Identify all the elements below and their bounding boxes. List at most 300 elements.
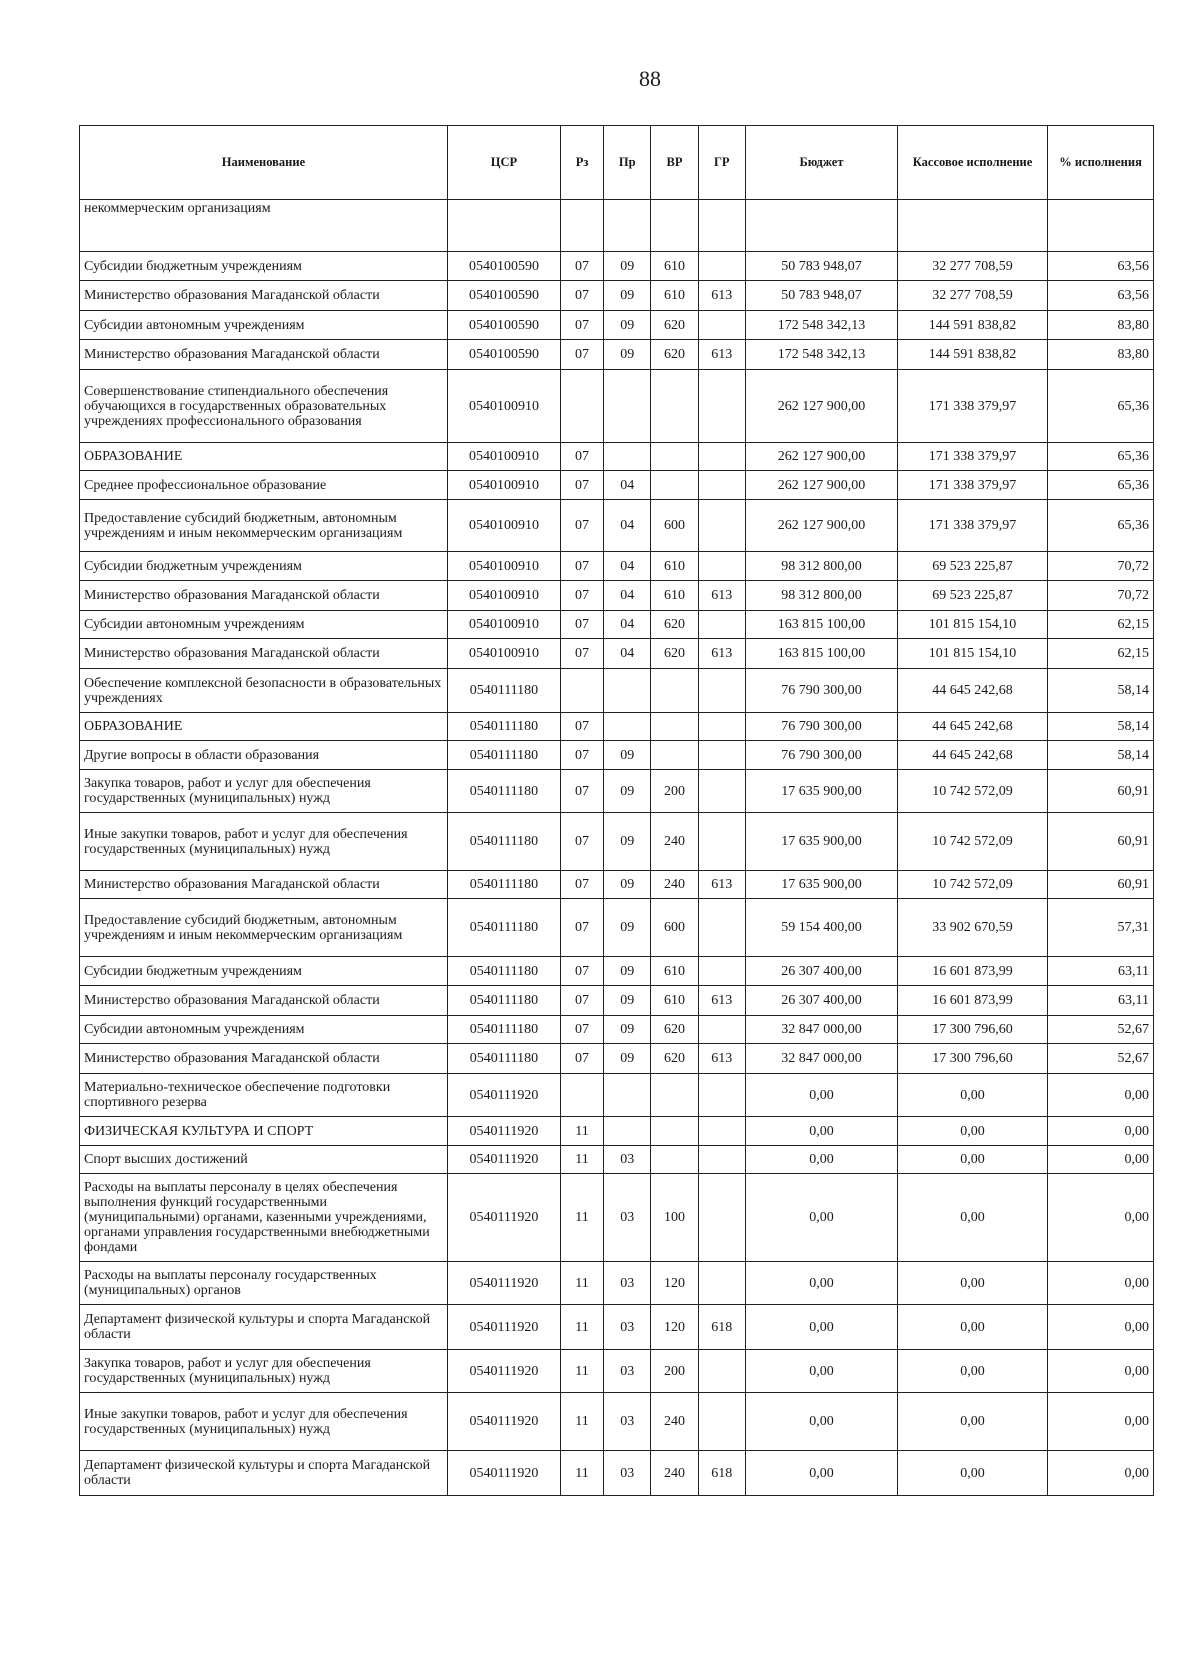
row-name: Закупка товаров, работ и услуг для обеспечения государственных (муниципальных) нужд xyxy=(80,770,448,813)
row-budget: 17 635 900,00 xyxy=(745,871,897,899)
row-budget: 76 790 300,00 xyxy=(745,741,897,770)
row-cash-execution: 17 300 796,60 xyxy=(898,1044,1048,1074)
row-rz: 07 xyxy=(560,252,603,281)
table-row xyxy=(80,1262,1154,1305)
row-pr: 03 xyxy=(604,1174,651,1262)
row-budget: 59 154 400,00 xyxy=(745,899,897,957)
row-vr: 200 xyxy=(651,1350,698,1393)
row-pr: 09 xyxy=(604,252,651,281)
row-vr xyxy=(651,200,698,252)
row-rz: 07 xyxy=(560,1016,603,1044)
row-csr: 0540100910 xyxy=(447,471,560,500)
row-rz: 07 xyxy=(560,1044,603,1074)
col-header-gr: ГР xyxy=(698,126,745,200)
row-cash-execution: 171 338 379,97 xyxy=(898,500,1048,552)
table-row xyxy=(80,552,1154,581)
row-vr xyxy=(651,471,698,500)
row-pr: 03 xyxy=(604,1146,651,1174)
row-percent-execution: 0,00 xyxy=(1048,1451,1154,1496)
table-row xyxy=(80,639,1154,669)
row-rz xyxy=(560,370,603,443)
row-budget: 0,00 xyxy=(745,1262,897,1305)
row-vr xyxy=(651,713,698,741)
row-budget: 26 307 400,00 xyxy=(745,957,897,986)
row-gr: 613 xyxy=(698,1044,745,1074)
row-csr: 0540111180 xyxy=(447,899,560,957)
row-percent-execution: 52,67 xyxy=(1048,1044,1154,1074)
row-vr xyxy=(651,1074,698,1117)
table-row xyxy=(80,200,1154,252)
row-name: Другие вопросы в области образования xyxy=(80,741,448,770)
row-gr xyxy=(698,1262,745,1305)
row-rz: 07 xyxy=(560,741,603,770)
row-gr xyxy=(698,1350,745,1393)
row-budget: 98 312 800,00 xyxy=(745,581,897,611)
row-vr: 620 xyxy=(651,611,698,639)
row-percent-execution: 70,72 xyxy=(1048,581,1154,611)
row-gr xyxy=(698,957,745,986)
table-row xyxy=(80,311,1154,340)
row-csr: 0540100910 xyxy=(447,611,560,639)
row-pr: 09 xyxy=(604,899,651,957)
row-budget: 0,00 xyxy=(745,1451,897,1496)
row-rz: 07 xyxy=(560,611,603,639)
row-name: Министерство образования Магаданской области xyxy=(80,581,448,611)
page-number: 88 xyxy=(639,66,661,91)
row-rz: 07 xyxy=(560,957,603,986)
budget-execution-table xyxy=(79,125,1154,1496)
row-cash-execution: 33 902 670,59 xyxy=(898,899,1048,957)
row-csr: 0540100910 xyxy=(447,500,560,552)
table-row xyxy=(80,986,1154,1016)
table-row xyxy=(80,1146,1154,1174)
row-budget: 32 847 000,00 xyxy=(745,1016,897,1044)
row-budget: 163 815 100,00 xyxy=(745,611,897,639)
row-rz: 07 xyxy=(560,340,603,370)
table-row xyxy=(80,813,1154,871)
col-header-name: Наименование xyxy=(80,126,448,200)
row-rz: 07 xyxy=(560,813,603,871)
row-budget: 98 312 800,00 xyxy=(745,552,897,581)
table-row xyxy=(80,443,1154,471)
row-name: Субсидии автономным учреждениям xyxy=(80,311,448,340)
table-row xyxy=(80,1117,1154,1146)
col-header-budget: Бюджет xyxy=(745,126,897,200)
row-percent-execution: 0,00 xyxy=(1048,1074,1154,1117)
row-percent-execution: 65,36 xyxy=(1048,370,1154,443)
row-gr: 613 xyxy=(698,871,745,899)
row-vr: 620 xyxy=(651,311,698,340)
row-percent-execution: 63,56 xyxy=(1048,252,1154,281)
row-name: Субсидии автономным учреждениям xyxy=(80,611,448,639)
row-gr: 613 xyxy=(698,639,745,669)
row-rz: 07 xyxy=(560,581,603,611)
row-pr: 09 xyxy=(604,1044,651,1074)
row-gr xyxy=(698,1393,745,1451)
row-gr xyxy=(698,370,745,443)
row-pr xyxy=(604,669,651,713)
table-row xyxy=(80,1393,1154,1451)
row-gr xyxy=(698,611,745,639)
row-pr xyxy=(604,443,651,471)
row-cash-execution: 0,00 xyxy=(898,1146,1048,1174)
row-name: Иные закупки товаров, работ и услуг для обеспечения государственных (муниципальных) нужд xyxy=(80,1393,448,1451)
row-gr xyxy=(698,713,745,741)
row-pr: 09 xyxy=(604,741,651,770)
row-name: Субсидии бюджетным учреждениям xyxy=(80,957,448,986)
row-gr xyxy=(698,471,745,500)
row-budget: 262 127 900,00 xyxy=(745,443,897,471)
row-csr: 0540111180 xyxy=(447,669,560,713)
row-cash-execution: 144 591 838,82 xyxy=(898,311,1048,340)
row-percent-execution: 83,80 xyxy=(1048,311,1154,340)
row-csr: 0540100590 xyxy=(447,281,560,311)
row-name: Министерство образования Магаданской области xyxy=(80,871,448,899)
row-pr: 09 xyxy=(604,281,651,311)
row-budget: 0,00 xyxy=(745,1074,897,1117)
row-csr: 0540111180 xyxy=(447,1044,560,1074)
table-row xyxy=(80,1305,1154,1350)
row-pr: 03 xyxy=(604,1350,651,1393)
row-pr xyxy=(604,1117,651,1146)
table-row xyxy=(80,581,1154,611)
row-rz: 11 xyxy=(560,1305,603,1350)
row-rz xyxy=(560,1074,603,1117)
row-cash-execution: 10 742 572,09 xyxy=(898,813,1048,871)
row-rz: 11 xyxy=(560,1117,603,1146)
row-name: Среднее профессиональное образование xyxy=(80,471,448,500)
row-cash-execution: 32 277 708,59 xyxy=(898,281,1048,311)
row-vr: 620 xyxy=(651,639,698,669)
row-cash-execution: 10 742 572,09 xyxy=(898,871,1048,899)
row-rz: 07 xyxy=(560,552,603,581)
row-name: некоммерческим организациям xyxy=(80,200,448,252)
row-gr xyxy=(698,443,745,471)
row-rz: 11 xyxy=(560,1393,603,1451)
row-cash-execution: 0,00 xyxy=(898,1174,1048,1262)
col-header-vr: ВР xyxy=(651,126,698,200)
row-percent-execution xyxy=(1048,200,1154,252)
row-pr: 04 xyxy=(604,611,651,639)
row-cash-execution: 144 591 838,82 xyxy=(898,340,1048,370)
table-row xyxy=(80,370,1154,443)
col-header-rz: Рз xyxy=(560,126,603,200)
row-csr: 0540111920 xyxy=(447,1174,560,1262)
row-cash-execution: 101 815 154,10 xyxy=(898,639,1048,669)
row-budget xyxy=(745,200,897,252)
row-csr: 0540111920 xyxy=(447,1262,560,1305)
row-budget: 0,00 xyxy=(745,1393,897,1451)
table-row xyxy=(80,1174,1154,1262)
row-csr: 0540111920 xyxy=(447,1117,560,1146)
row-vr xyxy=(651,443,698,471)
row-percent-execution: 0,00 xyxy=(1048,1305,1154,1350)
row-gr xyxy=(698,500,745,552)
table-row xyxy=(80,1074,1154,1117)
row-vr: 610 xyxy=(651,986,698,1016)
row-budget: 172 548 342,13 xyxy=(745,340,897,370)
row-rz: 07 xyxy=(560,639,603,669)
row-name: Обеспечение комплексной безопасности в образовательных учреждениях xyxy=(80,669,448,713)
row-csr: 0540100910 xyxy=(447,443,560,471)
row-name: Совершенствование стипендиального обеспечения обучающихся в государственных образовательных учреждениях профессионального образования xyxy=(80,370,448,443)
row-budget: 76 790 300,00 xyxy=(745,713,897,741)
row-vr: 610 xyxy=(651,281,698,311)
row-gr: 613 xyxy=(698,581,745,611)
row-csr: 0540111180 xyxy=(447,1016,560,1044)
row-budget: 0,00 xyxy=(745,1305,897,1350)
row-vr: 610 xyxy=(651,957,698,986)
row-budget: 262 127 900,00 xyxy=(745,500,897,552)
row-vr: 120 xyxy=(651,1262,698,1305)
row-budget: 0,00 xyxy=(745,1350,897,1393)
row-vr: 610 xyxy=(651,552,698,581)
row-csr xyxy=(447,200,560,252)
row-name: Субсидии бюджетным учреждениям xyxy=(80,552,448,581)
row-gr xyxy=(698,252,745,281)
row-pr: 03 xyxy=(604,1305,651,1350)
row-vr: 610 xyxy=(651,581,698,611)
row-name: Министерство образования Магаданской области xyxy=(80,639,448,669)
row-vr xyxy=(651,741,698,770)
table-row xyxy=(80,1350,1154,1393)
row-rz: 11 xyxy=(560,1174,603,1262)
row-rz: 07 xyxy=(560,986,603,1016)
row-gr xyxy=(698,741,745,770)
row-percent-execution: 0,00 xyxy=(1048,1350,1154,1393)
row-percent-execution: 63,11 xyxy=(1048,957,1154,986)
col-header-csr: ЦСР xyxy=(447,126,560,200)
col-header-pr: Пр xyxy=(604,126,651,200)
row-vr: 600 xyxy=(651,899,698,957)
row-cash-execution: 171 338 379,97 xyxy=(898,443,1048,471)
row-name: Субсидии автономным учреждениям xyxy=(80,1016,448,1044)
row-rz: 07 xyxy=(560,281,603,311)
row-gr: 618 xyxy=(698,1451,745,1496)
row-rz: 07 xyxy=(560,899,603,957)
row-cash-execution: 0,00 xyxy=(898,1074,1048,1117)
row-cash-execution: 17 300 796,60 xyxy=(898,1016,1048,1044)
row-csr: 0540100590 xyxy=(447,252,560,281)
row-cash-execution: 101 815 154,10 xyxy=(898,611,1048,639)
row-name: Субсидии бюджетным учреждениям xyxy=(80,252,448,281)
col-header-percent-execution: % исполнения xyxy=(1048,126,1154,200)
row-name: Предоставление субсидий бюджетным, автономным учреждениям и иным некоммерческим организациям xyxy=(80,899,448,957)
row-pr: 04 xyxy=(604,500,651,552)
row-vr: 240 xyxy=(651,1451,698,1496)
row-gr xyxy=(698,1074,745,1117)
row-cash-execution: 0,00 xyxy=(898,1305,1048,1350)
row-budget: 163 815 100,00 xyxy=(745,639,897,669)
row-pr xyxy=(604,200,651,252)
row-budget: 172 548 342,13 xyxy=(745,311,897,340)
row-rz: 11 xyxy=(560,1146,603,1174)
row-cash-execution: 32 277 708,59 xyxy=(898,252,1048,281)
row-budget: 0,00 xyxy=(745,1117,897,1146)
row-csr: 0540111920 xyxy=(447,1451,560,1496)
row-csr: 0540100590 xyxy=(447,311,560,340)
row-cash-execution: 0,00 xyxy=(898,1393,1048,1451)
table-row xyxy=(80,713,1154,741)
table-row xyxy=(80,611,1154,639)
row-budget: 17 635 900,00 xyxy=(745,813,897,871)
row-gr xyxy=(698,552,745,581)
row-name: Иные закупки товаров, работ и услуг для обеспечения государственных (муниципальных) нужд xyxy=(80,813,448,871)
table-row xyxy=(80,1044,1154,1074)
row-vr xyxy=(651,1117,698,1146)
row-name: Министерство образования Магаданской области xyxy=(80,340,448,370)
row-rz: 07 xyxy=(560,500,603,552)
row-pr: 03 xyxy=(604,1451,651,1496)
row-rz: 07 xyxy=(560,471,603,500)
table-row xyxy=(80,669,1154,713)
row-cash-execution: 10 742 572,09 xyxy=(898,770,1048,813)
row-pr: 04 xyxy=(604,581,651,611)
row-rz: 07 xyxy=(560,770,603,813)
table-row xyxy=(80,899,1154,957)
row-budget: 262 127 900,00 xyxy=(745,370,897,443)
row-pr xyxy=(604,370,651,443)
row-gr xyxy=(698,813,745,871)
row-csr: 0540111180 xyxy=(447,813,560,871)
row-pr: 09 xyxy=(604,871,651,899)
row-vr xyxy=(651,669,698,713)
row-csr: 0540111920 xyxy=(447,1350,560,1393)
row-name: ФИЗИЧЕСКАЯ КУЛЬТУРА И СПОРТ xyxy=(80,1117,448,1146)
row-pr xyxy=(604,1074,651,1117)
row-rz: 11 xyxy=(560,1262,603,1305)
row-cash-execution: 44 645 242,68 xyxy=(898,713,1048,741)
row-gr xyxy=(698,669,745,713)
row-cash-execution: 0,00 xyxy=(898,1117,1048,1146)
table-row xyxy=(80,252,1154,281)
table-row xyxy=(80,1016,1154,1044)
row-csr: 0540111920 xyxy=(447,1146,560,1174)
row-csr: 0540111180 xyxy=(447,770,560,813)
row-percent-execution: 65,36 xyxy=(1048,471,1154,500)
row-percent-execution: 0,00 xyxy=(1048,1393,1154,1451)
row-gr xyxy=(698,311,745,340)
row-vr xyxy=(651,370,698,443)
row-percent-execution: 0,00 xyxy=(1048,1262,1154,1305)
row-percent-execution: 62,15 xyxy=(1048,611,1154,639)
row-name: Предоставление субсидий бюджетным, автономным учреждениям и иным некоммерческим организациям xyxy=(80,500,448,552)
row-percent-execution: 62,15 xyxy=(1048,639,1154,669)
row-cash-execution: 171 338 379,97 xyxy=(898,370,1048,443)
row-cash-execution: 171 338 379,97 xyxy=(898,471,1048,500)
row-name: Расходы на выплаты персоналу государственных (муниципальных) органов xyxy=(80,1262,448,1305)
row-gr xyxy=(698,770,745,813)
row-vr: 240 xyxy=(651,871,698,899)
row-budget: 26 307 400,00 xyxy=(745,986,897,1016)
row-cash-execution: 69 523 225,87 xyxy=(898,552,1048,581)
row-pr: 03 xyxy=(604,1393,651,1451)
row-pr: 04 xyxy=(604,471,651,500)
row-vr: 240 xyxy=(651,813,698,871)
row-pr: 09 xyxy=(604,813,651,871)
row-budget: 17 635 900,00 xyxy=(745,770,897,813)
row-cash-execution: 69 523 225,87 xyxy=(898,581,1048,611)
row-gr: 613 xyxy=(698,986,745,1016)
row-csr: 0540111920 xyxy=(447,1305,560,1350)
row-name: Департамент физической культуры и спорта Магаданской области xyxy=(80,1451,448,1496)
row-percent-execution: 65,36 xyxy=(1048,500,1154,552)
row-name: Спорт высших достижений xyxy=(80,1146,448,1174)
row-name: ОБРАЗОВАНИЕ xyxy=(80,443,448,471)
row-budget: 262 127 900,00 xyxy=(745,471,897,500)
row-cash-execution: 44 645 242,68 xyxy=(898,741,1048,770)
row-rz: 11 xyxy=(560,1350,603,1393)
row-percent-execution: 63,11 xyxy=(1048,986,1154,1016)
row-percent-execution: 60,91 xyxy=(1048,770,1154,813)
row-percent-execution: 58,14 xyxy=(1048,741,1154,770)
row-rz: 07 xyxy=(560,311,603,340)
row-percent-execution: 83,80 xyxy=(1048,340,1154,370)
row-percent-execution: 0,00 xyxy=(1048,1117,1154,1146)
row-cash-execution: 16 601 873,99 xyxy=(898,957,1048,986)
row-percent-execution: 0,00 xyxy=(1048,1146,1154,1174)
table-row xyxy=(80,471,1154,500)
row-pr: 09 xyxy=(604,311,651,340)
row-csr: 0540100910 xyxy=(447,370,560,443)
row-csr: 0540111180 xyxy=(447,741,560,770)
row-name: ОБРАЗОВАНИЕ xyxy=(80,713,448,741)
row-name: Министерство образования Магаданской области xyxy=(80,1044,448,1074)
row-pr: 09 xyxy=(604,770,651,813)
header-row xyxy=(80,126,1154,200)
row-rz xyxy=(560,200,603,252)
row-budget: 50 783 948,07 xyxy=(745,281,897,311)
row-gr xyxy=(698,1174,745,1262)
row-csr: 0540100910 xyxy=(447,581,560,611)
row-percent-execution: 60,91 xyxy=(1048,871,1154,899)
row-cash-execution: 44 645 242,68 xyxy=(898,669,1048,713)
table-row xyxy=(80,281,1154,311)
row-rz: 11 xyxy=(560,1451,603,1496)
row-pr xyxy=(604,713,651,741)
row-vr: 200 xyxy=(651,770,698,813)
row-gr xyxy=(698,899,745,957)
row-vr: 240 xyxy=(651,1393,698,1451)
row-vr: 620 xyxy=(651,1044,698,1074)
table-row xyxy=(80,741,1154,770)
row-vr: 100 xyxy=(651,1174,698,1262)
row-gr xyxy=(698,200,745,252)
row-csr: 0540111180 xyxy=(447,986,560,1016)
row-percent-execution: 52,67 xyxy=(1048,1016,1154,1044)
row-csr: 0540111920 xyxy=(447,1074,560,1117)
row-gr xyxy=(698,1117,745,1146)
row-vr: 620 xyxy=(651,340,698,370)
row-gr: 613 xyxy=(698,340,745,370)
row-percent-execution: 57,31 xyxy=(1048,899,1154,957)
row-gr xyxy=(698,1146,745,1174)
row-csr: 0540111180 xyxy=(447,957,560,986)
row-budget: 76 790 300,00 xyxy=(745,669,897,713)
row-cash-execution: 0,00 xyxy=(898,1350,1048,1393)
row-csr: 0540111180 xyxy=(447,713,560,741)
row-name: Министерство образования Магаданской области xyxy=(80,281,448,311)
row-percent-execution: 58,14 xyxy=(1048,713,1154,741)
row-csr: 0540111920 xyxy=(447,1393,560,1451)
row-csr: 0540111180 xyxy=(447,871,560,899)
row-rz xyxy=(560,669,603,713)
row-percent-execution: 58,14 xyxy=(1048,669,1154,713)
row-name: Департамент физической культуры и спорта Магаданской области xyxy=(80,1305,448,1350)
row-name: Расходы на выплаты персоналу в целях обеспечения выполнения функций государственными (муниципальными) органами, казенными учреждениями, органами управления государственными внебюджетными фондами xyxy=(80,1174,448,1262)
table-row xyxy=(80,871,1154,899)
row-percent-execution: 70,72 xyxy=(1048,552,1154,581)
